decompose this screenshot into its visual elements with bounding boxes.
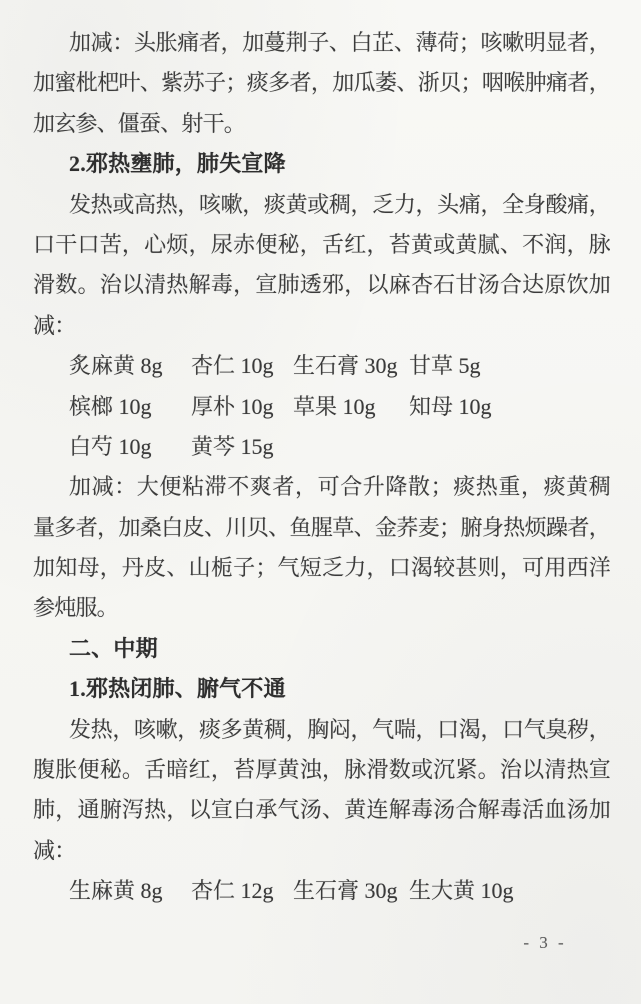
section-heading: 二、中期 [69,635,158,661]
paragraph-line: 加知母，丹皮、山栀子；气短乏力，口渴较甚则，可用西洋 [33,555,610,581]
herb-item: 炙麻黄 8g [69,353,163,379]
paragraph-line: 滑数。治以清热解毒，宣肺透邪，以麻杏石甘汤合达原饮加 [33,272,610,298]
paragraph-line: 参炖服。 [33,595,118,621]
paragraph-line: 口干口苦，心烦，尿赤便秘，舌红，苔黄或黄腻、不润，脉 [33,231,610,257]
herb-row [33,346,610,386]
herb-row [33,387,610,427]
herb-row [33,871,610,911]
paragraph-line: 加减：大便粘滞不爽者，可合升降散；痰热重，痰黄稠 [69,474,610,500]
herb-item: 杏仁 12g [191,878,274,904]
paragraph-line: 减： [33,312,76,338]
herb-item: 生石膏 30g [293,878,398,904]
paragraph-line: 加蜜枇杷叶、紫苏子；痰多者，加瓜萎、浙贝；咽喉肿痛者， [33,70,610,96]
paragraph-line: 肺，通腑泻热，以宣白承气汤、黄连解毒汤合解毒活血汤加 [33,797,610,823]
herb-item: 生石膏 30g [293,353,398,379]
herb-item: 甘草 5g [409,353,481,379]
herb-item: 生麻黄 8g [69,878,163,904]
herb-item: 知母 10g [409,393,492,419]
herb-row [33,427,610,467]
paragraph-line: 加玄参、僵蚕、射干。 [33,110,246,136]
herb-item: 槟榔 10g [69,393,152,419]
herb-item: 黄芩 15g [191,433,274,459]
herb-item: 杏仁 10g [191,353,274,379]
paragraph-line: 腹胀便秘。舌暗红，苔厚黄浊，脉滑数或沉紧。治以清热宣 [33,757,610,783]
paragraph-line: 量多者，加桑白皮、川贝、鱼腥草、金荞麦；腑身热烦躁者， [33,514,610,540]
paragraph-line: 发热或高热，咳嗽，痰黄或稠，乏力，头痛，全身酸痛， [69,191,610,217]
section-heading: 2.邪热壅肺，肺失宣降 [69,151,286,177]
herb-item: 厚朴 10g [191,393,274,419]
section-heading: 1.邪热闭肺、腑气不通 [69,676,286,702]
page-number: - 3 - [523,933,567,952]
paragraph-line: 加减：头胀痛者，加蔓荆子、白芷、薄荷；咳嗽明显者， [69,30,610,55]
paragraph-line: 发热，咳嗽，痰多黄稠，胸闷，气喘，口渴，口气臭秽， [69,716,610,742]
herb-item: 草果 10g [293,393,376,419]
herb-item: 白芍 10g [69,433,152,459]
herb-item: 生大黄 10g [409,878,514,904]
paragraph-line: 减： [33,837,76,863]
